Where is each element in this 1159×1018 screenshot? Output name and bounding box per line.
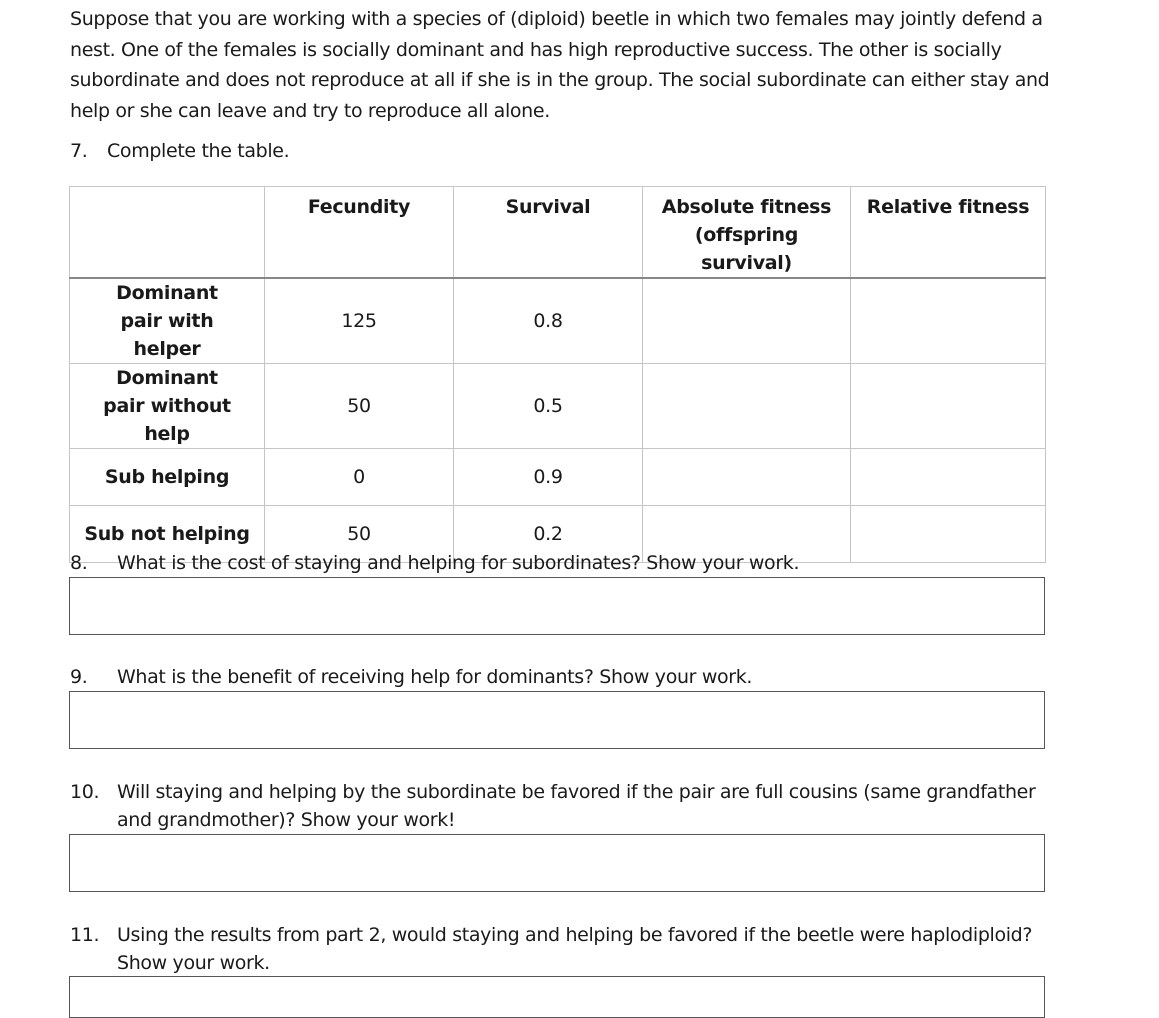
row-label: Dominant pair without help [70,364,265,449]
answer-box-10[interactable] [69,834,1045,892]
row-label: Sub helping [70,449,265,506]
answer-box-9[interactable] [69,691,1045,749]
absolute-fitness-cell[interactable] [643,449,851,506]
question-text: What is the cost of staying and helping for subordinates? Show your work. [117,552,800,574]
intro-paragraph: Suppose that you are working with a species of (diploid) beetle in which two females may jointly defend a nest. One of the females is socially dominant and has high reproductive success. The other is socially subordinate and does not reproduce at all if she is in the group. The social subordinate can either stay and help or she can leave and try to reproduce all alone. [70,8,1050,122]
question-text: Using the results from part 2, would staying and helping be favored if the beetle were haplodiploid? Show your work. [117,924,1033,974]
fecundity-cell: 50 [265,506,454,563]
survival-cell: 0.2 [454,506,643,563]
table-header-row [70,187,1046,279]
fecundity-cell: 50 [265,364,454,449]
fecundity-cell: 0 [265,449,454,506]
header-absolute-fitness: Absolute fitness (offspring survival) [643,187,851,279]
row-label: Sub not helping [70,506,265,563]
table-row [70,278,1046,364]
question-text: Complete the table. [107,140,290,162]
question-number: 10. [70,781,100,803]
question-number: 7. [70,140,88,162]
absolute-fitness-cell[interactable] [643,278,851,364]
survival-cell: 0.9 [454,449,643,506]
relative-fitness-cell[interactable] [851,449,1046,506]
answer-box-8[interactable] [69,577,1045,635]
fecundity-cell: 125 [265,278,454,364]
header-empty [70,187,265,279]
question-7 [70,140,289,162]
question-number: 8. [70,552,88,574]
question-text: What is the benefit of receiving help for dominants? Show your work. [117,666,753,688]
header-survival: Survival [454,187,643,279]
survival-cell: 0.5 [454,364,643,449]
question-number: 11. [70,924,100,946]
relative-fitness-cell[interactable] [851,278,1046,364]
absolute-fitness-cell[interactable] [643,364,851,449]
relative-fitness-cell[interactable] [851,364,1046,449]
question-number: 9. [70,666,88,688]
header-fecundity: Fecundity [265,187,454,279]
row-label: Dominant pair with helper [70,278,265,364]
table-row [70,364,1046,449]
fitness-table [69,186,1046,563]
survival-cell: 0.8 [454,278,643,364]
header-relative-fitness: Relative fitness [851,187,1046,279]
question-text: Will staying and helping by the subordinate be favored if the pair are full cousins (same grandfather and grandmother)? Show your work! [117,781,1036,831]
answer-box-11[interactable] [69,976,1045,1018]
table-row [70,449,1046,506]
